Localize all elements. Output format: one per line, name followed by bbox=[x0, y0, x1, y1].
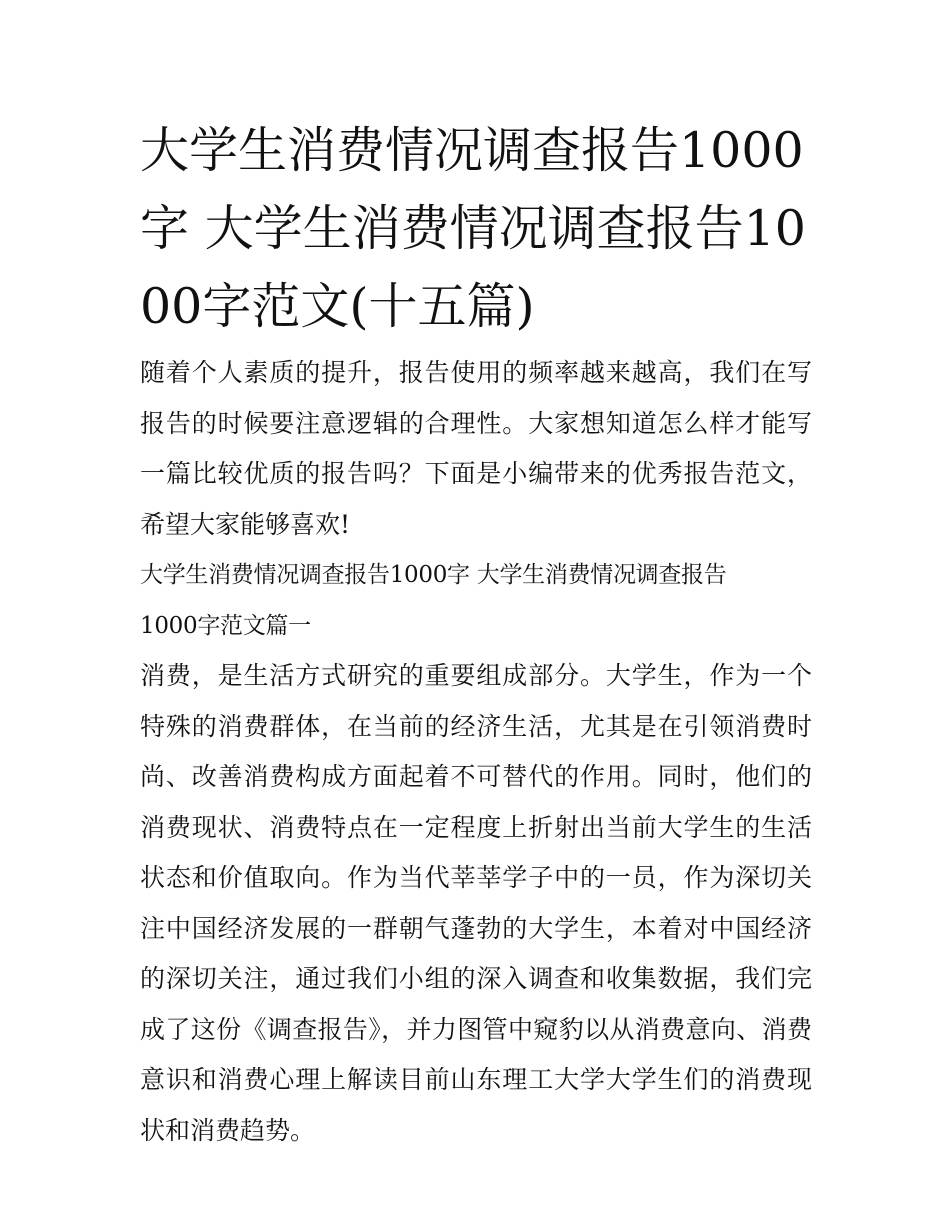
document-page bbox=[140, 112, 812, 1156]
document-title: 大学生消费情况调查报告1000字 大学生消费情况调查报告1000字范文(十五篇) bbox=[140, 122, 806, 335]
intro-paragraph: 随着个人素质的提升，报告使用的频率越来越高，我们在写报告的时候要注意逻辑的合理性。大家想知道怎么样才能写一篇比较优质的报告吗？下面是小编带来的优秀报告范文，希望大家能够喜欢! bbox=[140, 358, 812, 539]
section-heading-line: 1000字范文篇一 bbox=[140, 612, 311, 639]
body-paragraph: 消费，是生活方式研究的重要组成部分。大学生，作为一个特殊的消费群体，在当前的经济生活，尤其是在引领消费时尚、改善消费构成方面起着不可替代的作用。同时，他们的消费现状、消费特点在一定程度上折射出当前大学生的生活状态和价值取向。作为当代莘莘学子中的一员，作为深切关注中国经济发展的一群朝气蓬勃的大学生，本着对中国经济的深切关注，通过我们小组的深入调查和收集数据，我们完成了这份《调查报告》，并力图管中窥豹以从消费意向、消费意识和消费心理上解读目前山东理工大学大学生们的消费现状和消费趋势。 bbox=[140, 661, 812, 1145]
section-heading-line: 大学生消费情况调查报告1000字 大学生消费情况调查报告 bbox=[140, 562, 727, 588]
section-heading bbox=[140, 550, 812, 651]
